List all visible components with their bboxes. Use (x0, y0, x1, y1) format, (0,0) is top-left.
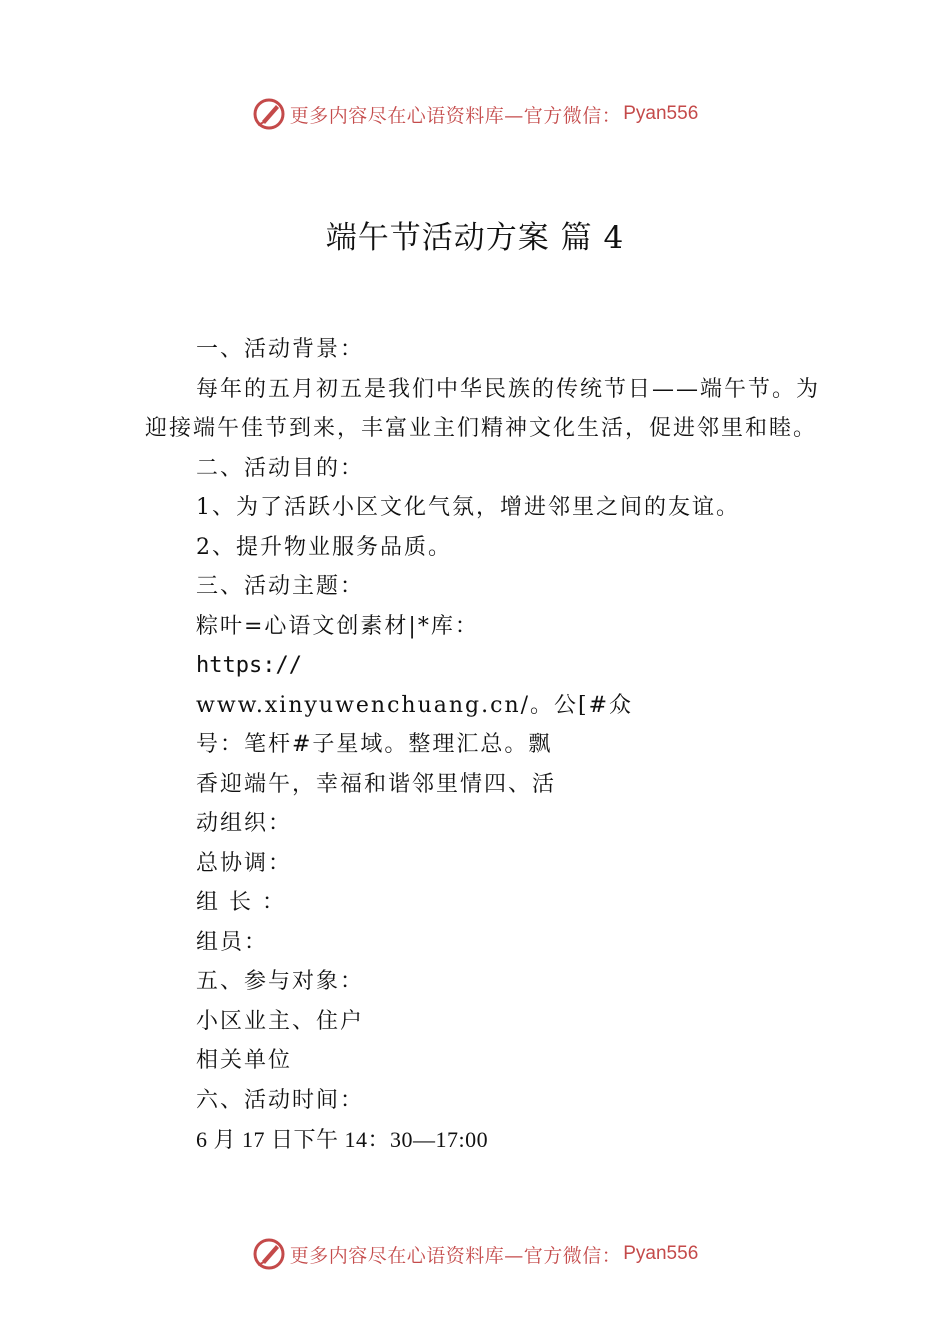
purpose-item-1: 1、为了活跃小区文化气氛，增进邻里之间的友谊。 (196, 495, 740, 520)
organizer-leader: 组 长 ： (196, 890, 286, 915)
participants-item-2: 相关单位 (196, 1048, 293, 1073)
watermark-text: 更多内容尽在心语资料库—官方微信： (289, 104, 622, 127)
section-heading-time: 六、活动时间： (196, 1087, 365, 1113)
activity-time: 6 月 17 日下午 14：30—17:00 (196, 1127, 489, 1152)
section-heading-participants: 五、参与对象： (196, 969, 365, 994)
watermark-wechat-id: Pyan556 (623, 103, 699, 124)
header-watermark (0, 94, 950, 134)
watermark-text: 更多内容尽在心语资料库—官方微信： (289, 1244, 622, 1267)
pen-logo-icon (252, 1237, 286, 1271)
theme-line-1: 粽叶=心语文创素材|*库： (196, 613, 479, 639)
theme-line-4: 号：笔杆#子星域。整理汇总。飘 (196, 732, 553, 757)
purpose-item-2: 2、提升物业服务品质。 (196, 534, 452, 560)
theme-line-5: 香迎端午，幸福和谐邻里情四、活 (196, 771, 557, 797)
document-title: 端午节活动方案 篇 4 (325, 220, 625, 256)
theme-line-3: www.xinyuwenchuang.cn/。公[#众 (196, 692, 634, 718)
section-heading-background: 一、活动背景： (196, 337, 365, 362)
paragraph-background: 每年的五月初五是我们中华民族的传统节日——端午节。为迎接端午佳节到来，丰富业主们精神文化生活，促进邻里和睦。 (145, 376, 821, 441)
footer-watermark (0, 1234, 950, 1274)
section-heading-theme: 三、活动主题： (196, 574, 365, 599)
organizer-members: 组员： (196, 929, 269, 955)
organizer-coordinator: 总协调： (196, 850, 293, 876)
pen-logo-icon (252, 97, 286, 131)
participants-item-1: 小区业主、住户 (196, 1008, 365, 1034)
theme-line-2: https:// (196, 653, 302, 678)
theme-line-6: 动组织： (196, 811, 293, 836)
watermark-wechat-id: Pyan556 (623, 1243, 699, 1264)
section-heading-purpose: 二、活动目的： (196, 455, 365, 481)
document-body (145, 330, 845, 1160)
